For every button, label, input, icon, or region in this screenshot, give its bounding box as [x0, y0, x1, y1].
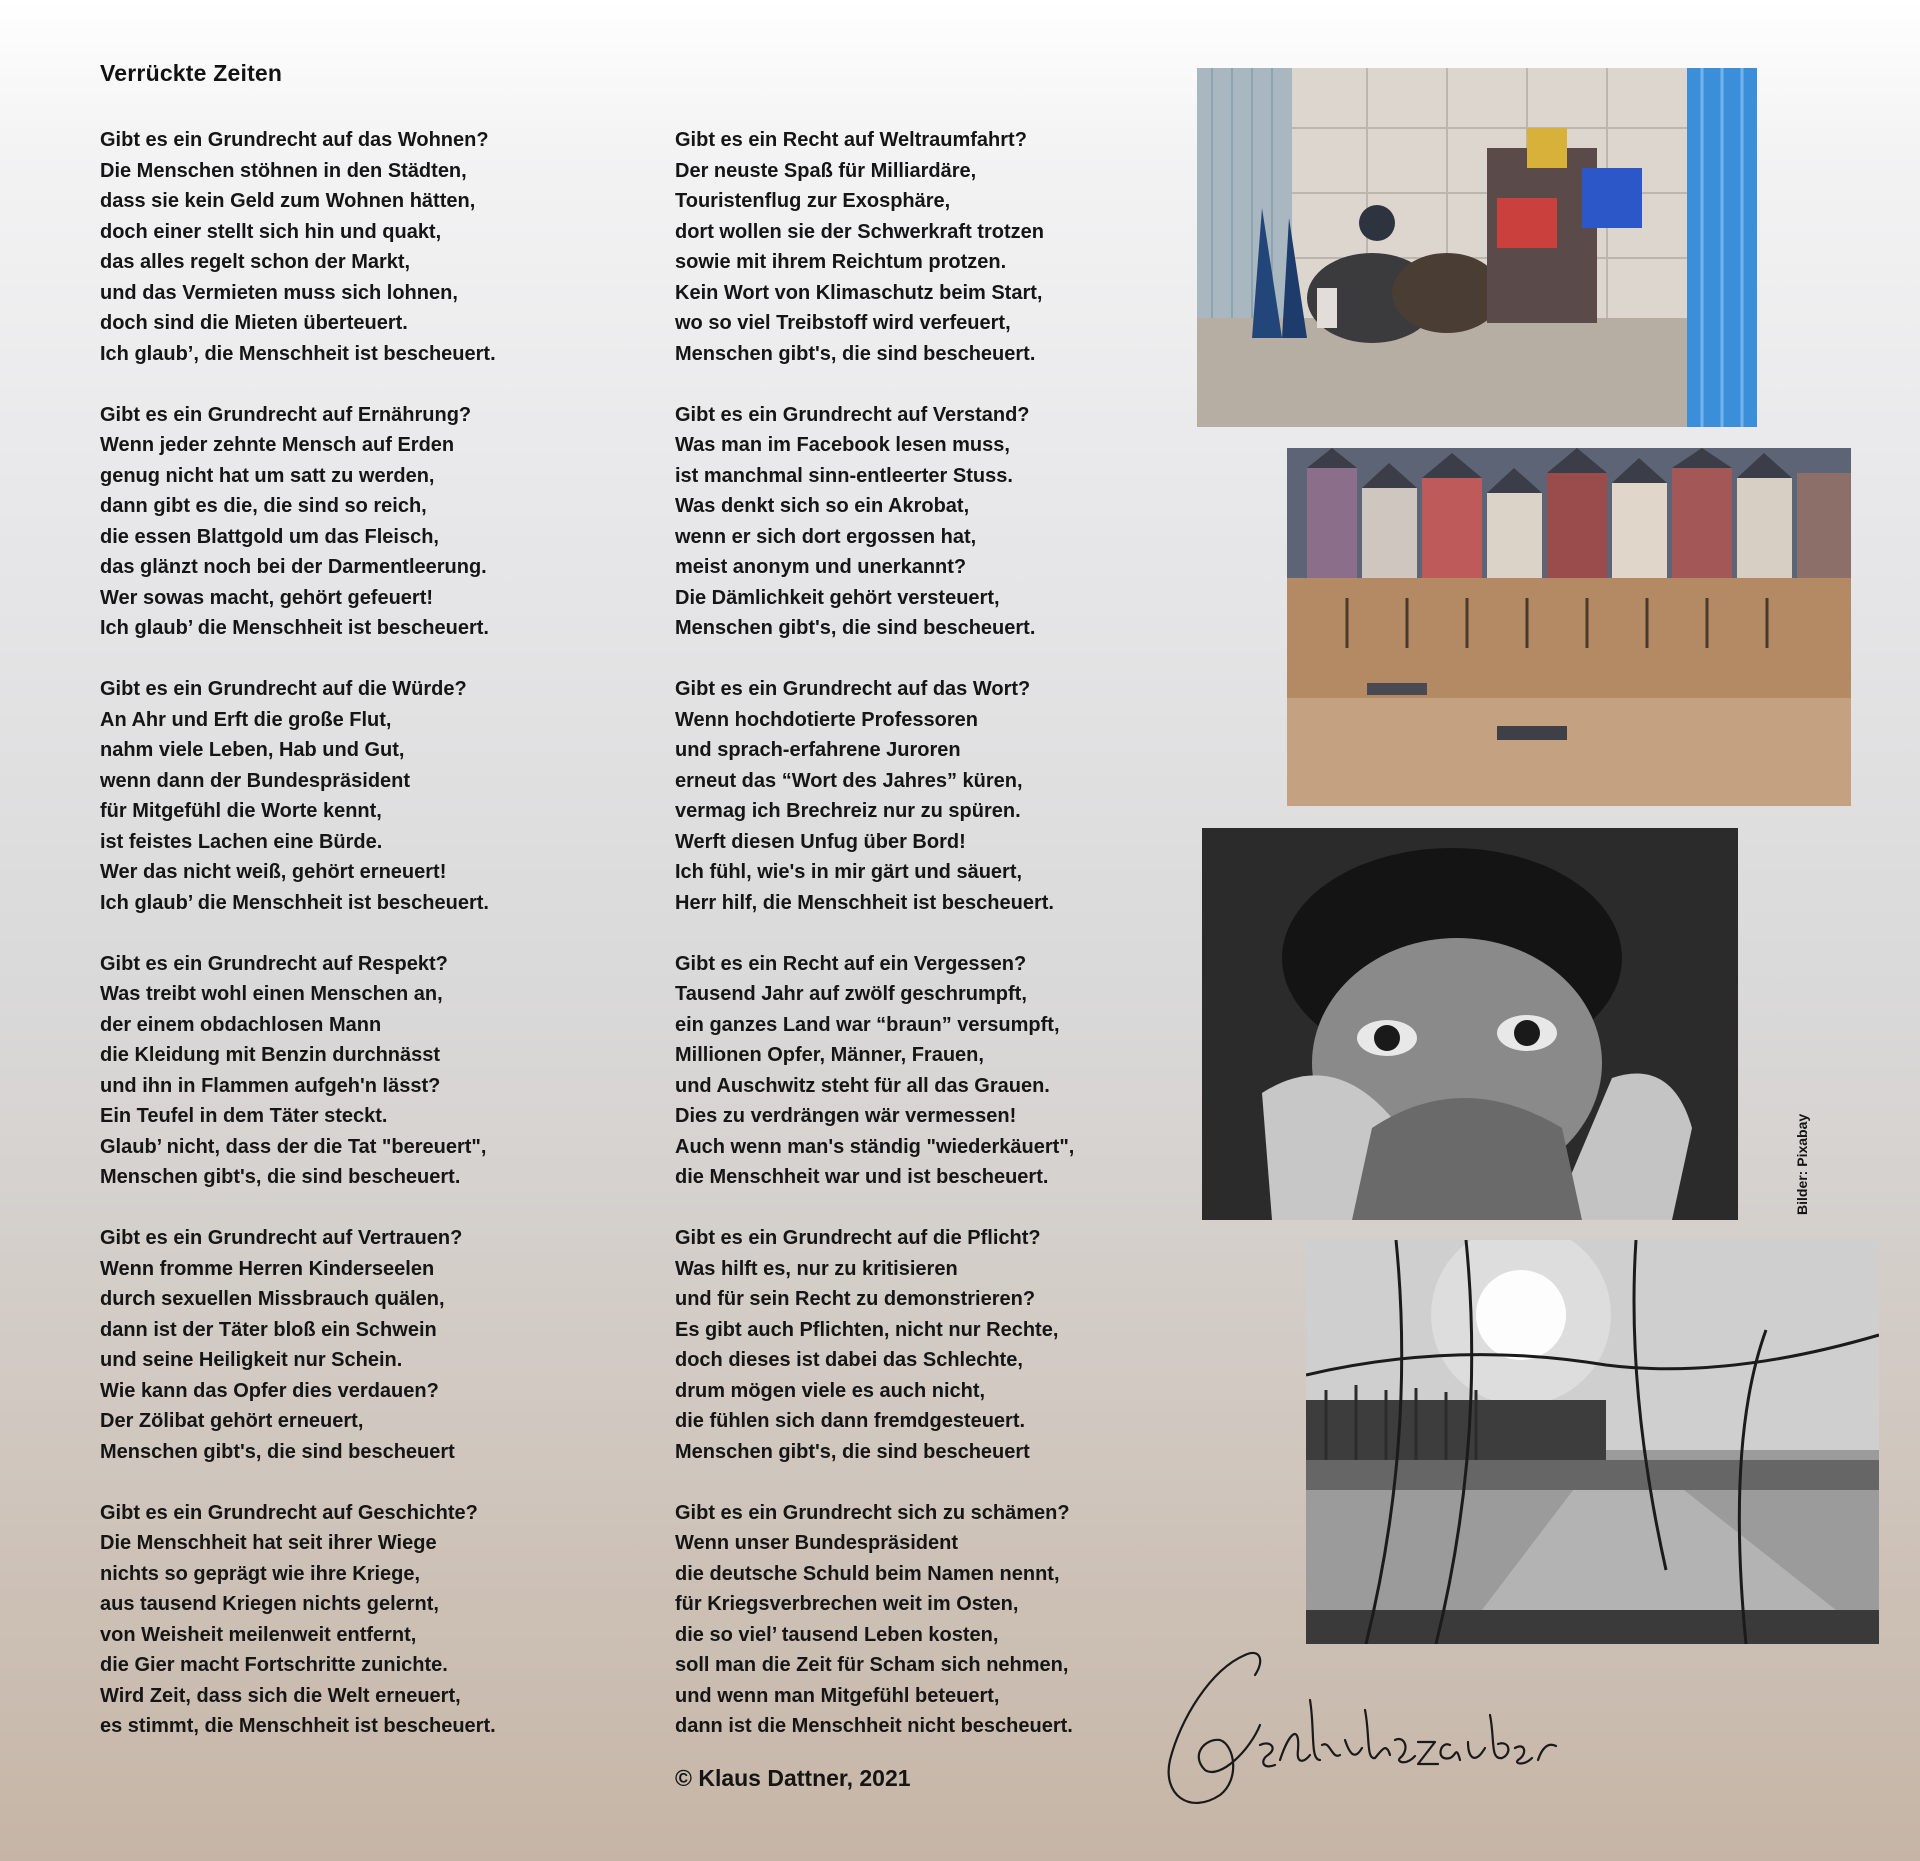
- poem-line: doch einer stellt sich hin und quakt,: [100, 220, 442, 243]
- poem-line: ein ganzes Land war “braun” versumpft,: [675, 1013, 1060, 1036]
- photo-homeless-person: [1197, 68, 1757, 427]
- image-credit: Bilder: Pixabay: [1794, 1113, 1810, 1215]
- poem-line: Wenn jeder zehnte Mensch auf Erden: [100, 434, 455, 457]
- poem-line: Touristenflug zur Exosphäre,: [675, 190, 951, 212]
- poem-line: meist anonym und unerkannt?: [675, 556, 967, 579]
- poem-line: die so viel’ tausend Leben kosten,: [675, 1623, 999, 1646]
- poem-line: Gibt es ein Grundrecht auf das Wort?: [675, 678, 1031, 701]
- poem-line: Wer das nicht weiß, gehört erneuert!: [100, 861, 447, 884]
- poem-line: die fühlen sich dann fremdgesteuert.: [675, 1410, 1026, 1433]
- poem-line: durch sexuellen Missbrauch quälen,: [100, 1288, 445, 1311]
- poem-line: Herr hilf, die Menschheit ist bescheuert.: [675, 891, 1054, 914]
- poem-line: Ich glaub’ die Menschheit ist bescheuert.: [100, 891, 489, 914]
- poem-line: Was treibt wohl einen Menschen an,: [100, 983, 443, 1006]
- left-stanza: [100, 125, 660, 369]
- poem-line: Gibt es ein Grundrecht auf die Würde?: [100, 678, 467, 701]
- photo-flooded-town: [1287, 448, 1851, 806]
- poem-line: Ich fühl, wie's in mir gärt und säuert,: [675, 861, 1023, 884]
- signature-logo: [1150, 1630, 1570, 1820]
- poem-line: erneut das “Wort des Jahres” küren,: [675, 769, 1023, 792]
- poem-line: soll man die Zeit für Scham sich nehmen,: [675, 1654, 1069, 1677]
- poem-line: es stimmt, die Menschheit ist bescheuert.: [100, 1715, 496, 1738]
- poem-line: das glänzt noch bei der Darmentleerung.: [100, 556, 487, 579]
- poem-line: und wenn man Mitgefühl beteuert,: [675, 1684, 1000, 1707]
- poem-line: Der neuste Spaß für Milliardäre,: [675, 159, 977, 182]
- poem-line: Auch wenn man's ständig "wiederkäuert",: [675, 1135, 1075, 1158]
- poem-line: dann ist der Täter bloß ein Schwein: [100, 1318, 437, 1341]
- poem-line: von Weisheit meilenweit entfernt,: [100, 1623, 417, 1646]
- right-stanza: [675, 400, 1235, 644]
- poem-line: Die Dämlichkeit gehört versteuert,: [675, 586, 1000, 609]
- poem-line: Gibt es ein Grundrecht auf Respekt?: [100, 952, 448, 975]
- poem-line: doch dieses ist dabei das Schlechte,: [675, 1349, 1023, 1372]
- poem-line: Was hilft es, nur zu kritisieren: [675, 1257, 958, 1280]
- poem-line: und sprach-erfahrene Juroren: [675, 739, 961, 762]
- poem-line: Glaub’ nicht, dass der die Tat "bereuert",: [100, 1135, 487, 1158]
- poem-line: wenn dann der Bundespräsident: [100, 769, 411, 792]
- poem-line: Die Menschen stöhnen in den Städten,: [100, 159, 467, 182]
- right-stanza: [675, 674, 1235, 918]
- poem-line: Ich glaub’ die Menschheit ist bescheuert.: [100, 617, 489, 640]
- poem-line: wo so viel Treibstoff wird verfeuert,: [675, 312, 1011, 334]
- poem-line: Tausend Jahr auf zwölf geschrumpft,: [675, 983, 1027, 1006]
- left-stanza: [100, 1498, 660, 1742]
- left-stanza: [100, 400, 660, 644]
- poem-line: dann ist die Menschheit nicht bescheuert.: [675, 1715, 1073, 1738]
- poem-line: und ihn in Flammen aufgeh'n lässt?: [100, 1074, 441, 1097]
- poem-line: die Menschheit war und ist bescheuert.: [675, 1166, 1049, 1189]
- poem-line: Es gibt auch Pflichten, nicht nur Rechte,: [675, 1318, 1059, 1341]
- poem-line: Gibt es ein Grundrecht auf das Wohnen?: [100, 129, 489, 151]
- poem-line: Wer sowas macht, gehört gefeuert!: [100, 586, 434, 609]
- poem-line: nichts so geprägt wie ihre Kriege,: [100, 1562, 421, 1585]
- poem-line: Gibt es ein Grundrecht auf die Pflicht?: [675, 1227, 1041, 1250]
- left-stanza: [100, 1223, 660, 1467]
- poem-line: wenn er sich dort ergossen hat,: [675, 525, 977, 548]
- poem-line: für Kriegsverbrechen weit im Osten,: [675, 1593, 1019, 1616]
- poem-line: doch sind die Mieten überteuert.: [100, 312, 408, 334]
- poem-line: Gibt es ein Grundrecht sich zu schämen?: [675, 1501, 1070, 1524]
- poem-line: Gibt es ein Grundrecht auf Verstand?: [675, 403, 1030, 426]
- poem-line: Menschen gibt's, die sind bescheuert.: [675, 342, 1036, 365]
- poem-line: Was man im Facebook lesen muss,: [675, 434, 1010, 457]
- poem-line: ist feistes Lachen eine Bürde.: [100, 830, 383, 853]
- poem-line: der einem obdachlosen Mann: [100, 1013, 382, 1036]
- copyright: © Klaus Dattner, 2021: [675, 1765, 911, 1791]
- poem-line: Wenn hochdotierte Professoren: [675, 708, 979, 731]
- poem-line: Wie kann das Opfer dies verdauen?: [100, 1379, 439, 1402]
- poem-line: Menschen gibt's, die sind bescheuert.: [675, 617, 1036, 640]
- poem-line: Wird Zeit, dass sich die Welt erneuert,: [100, 1684, 461, 1707]
- poem-title: Verrückte Zeiten: [100, 60, 283, 86]
- poem-line: Werft diesen Unfug über Bord!: [675, 830, 966, 853]
- poem-line: Menschen gibt's, die sind bescheuert: [675, 1440, 1030, 1463]
- poem-line: vermag ich Brechreiz nur zu spüren.: [675, 800, 1021, 823]
- poem-line: Was denkt sich so ein Akrobat,: [675, 495, 970, 518]
- poem-line: An Ahr und Erft die große Flut,: [100, 708, 392, 731]
- poem-line: für Mitgefühl die Worte kennt,: [100, 800, 382, 823]
- poem-line: Der Zölibat gehört erneuert,: [100, 1410, 364, 1433]
- poem-line: Gibt es ein Grundrecht auf Geschichte?: [100, 1501, 478, 1524]
- poem-line: Menschen gibt's, die sind bescheuert.: [100, 1166, 461, 1189]
- poem-line: und seine Heiligkeit nur Schein.: [100, 1349, 403, 1372]
- poem-column-left: [100, 125, 660, 1773]
- poem-line: und das Vermieten muss sich lohnen,: [100, 281, 458, 304]
- poem-column-right: [675, 125, 1235, 1773]
- poem-line: Dies zu verdrängen wär vermessen!: [675, 1105, 1017, 1128]
- poem-line: sowie mit ihrem Reichtum protzen.: [675, 251, 1007, 273]
- left-stanza: [100, 949, 660, 1193]
- poem-line: Ein Teufel in dem Täter steckt.: [100, 1105, 388, 1128]
- poem-line: Gibt es ein Recht auf ein Vergessen?: [675, 952, 1027, 975]
- poem-line: die Gier macht Fortschritte zunichte.: [100, 1654, 448, 1677]
- poem-line: dort wollen sie der Schwerkraft trotzen: [675, 220, 1044, 243]
- poem-line: Gibt es ein Grundrecht auf Ernährung?: [100, 403, 472, 426]
- right-stanza: [675, 1223, 1235, 1467]
- poem-line: nahm viele Leben, Hab und Gut,: [100, 739, 405, 762]
- poem-line: ist manchmal sinn-entleerter Stuss.: [675, 464, 1013, 487]
- photo-barbed-wire: [1306, 1240, 1879, 1644]
- poem-line: Millionen Opfer, Männer, Frauen,: [675, 1044, 984, 1067]
- poem-line: Kein Wort von Klimaschutz beim Start,: [675, 281, 1043, 304]
- right-stanza: [675, 949, 1235, 1193]
- poem-line: genug nicht hat um satt zu werden,: [100, 464, 435, 487]
- poem-line: das alles regelt schon der Markt,: [100, 251, 411, 273]
- poem-line: dann gibt es die, die sind so reich,: [100, 495, 427, 518]
- right-stanza: [675, 125, 1235, 369]
- poem-line: drum mögen viele es auch nicht,: [675, 1379, 986, 1402]
- poem-line: Gibt es ein Recht auf Weltraumfahrt?: [675, 129, 1027, 151]
- poem-line: die essen Blattgold um das Fleisch,: [100, 525, 439, 548]
- poem-line: Menschen gibt's, die sind bescheuert: [100, 1440, 455, 1463]
- poem-line: Wenn fromme Herren Kinderseelen: [100, 1257, 435, 1280]
- poem-line: Die Menschheit hat seit ihrer Wiege: [100, 1532, 437, 1555]
- poem-line: die deutsche Schuld beim Namen nennt,: [675, 1562, 1060, 1585]
- poem-line: und für sein Recht zu demonstrieren?: [675, 1288, 1036, 1311]
- poem-line: die Kleidung mit Benzin durchnässt: [100, 1044, 441, 1067]
- poem-line: dass sie kein Geld zum Wohnen hätten,: [100, 190, 476, 212]
- poem-line: Gibt es ein Grundrecht auf Vertrauen?: [100, 1227, 463, 1250]
- poem-line: Wenn unser Bundespräsident: [675, 1532, 959, 1555]
- poem-line: Ich glaub’, die Menschheit ist bescheuert.: [100, 342, 496, 365]
- poem-line: und Auschwitz steht für all das Grauen.: [675, 1074, 1050, 1097]
- left-stanza: [100, 674, 660, 918]
- poem-line: aus tausend Kriegen nichts gelernt,: [100, 1593, 439, 1616]
- photo-child-face: [1202, 828, 1738, 1220]
